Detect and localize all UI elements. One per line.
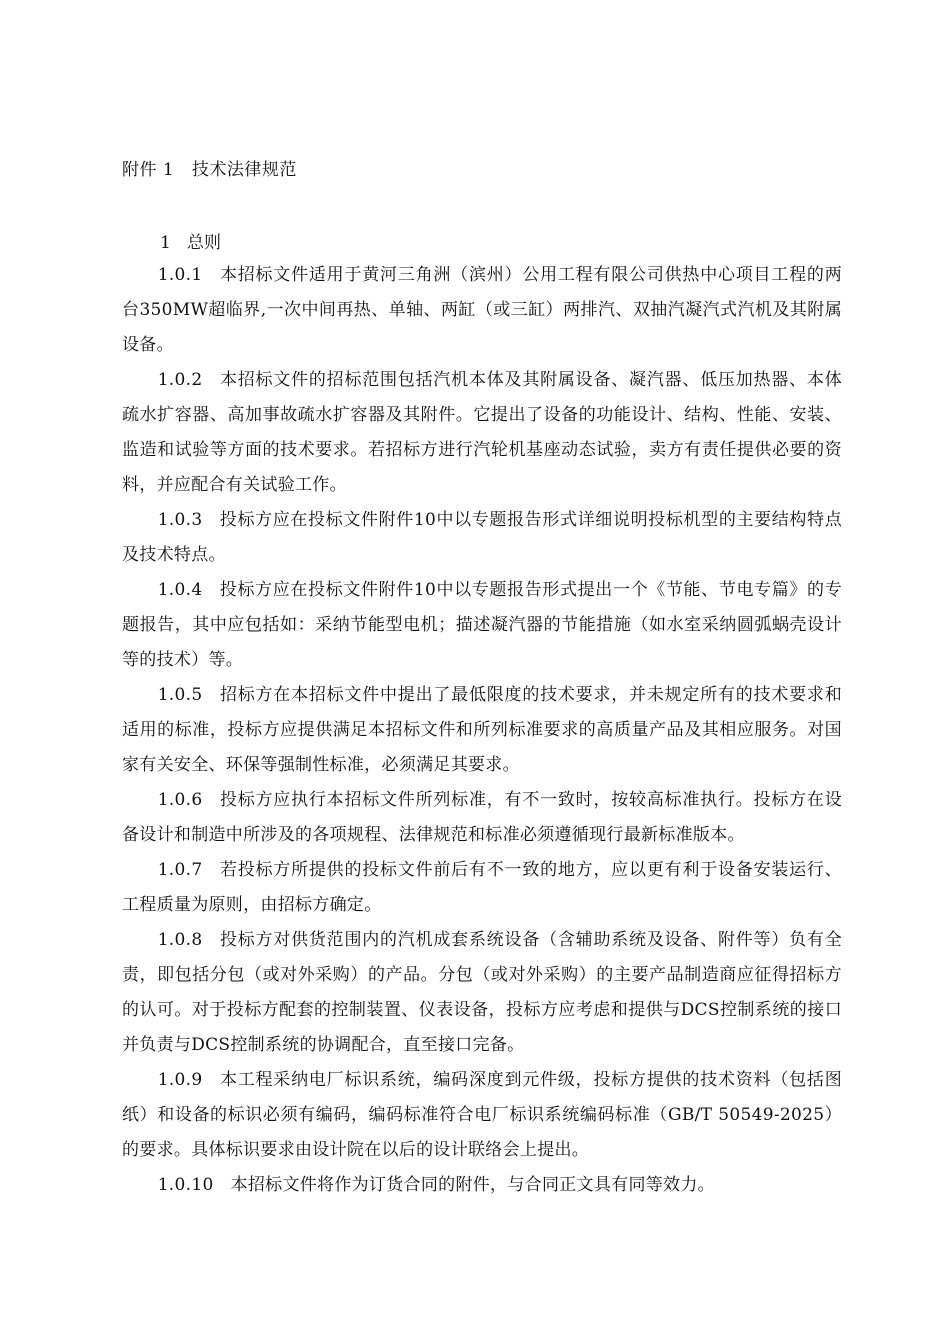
paragraph-text: 投标方应在投标文件附件10中以专题报告形式提出一个《节能、节电专篇》的专题报告，其中应包括如：采纳节能型电机；描述凝汽器的节能措施（如水室采纳圆弧蜗壳设计等的技术）等。 <box>122 580 842 670</box>
paragraph-number: 1.0.6 <box>157 790 203 810</box>
paragraph-text: 招标方在本招标文件中提出了最低限度的技术要求，并未规定所有的技术要求和适用的标准，投标方应提供满足本招标文件和所列标准要求的高质量产品及其相应服务。对国家有关安全、环保等强制性标准，必须满足其要求。 <box>122 685 842 775</box>
paragraph-1-0-10 <box>122 1168 842 1203</box>
paragraph-text: 本招标文件的招标范围包括汽机本体及其附属设备、凝汽器、低压加热器、本体疏水扩容器、高加事故疏水扩容器及其附件。它提出了设备的功能设计、结构、性能、安装、监造和试验等方面的技术要求。若招标方进行汽轮机基座动态试验，卖方有责任提供必要的资料，并应配合有关试验工作。 <box>122 370 842 495</box>
paragraph-1-0-5 <box>122 678 842 783</box>
paragraph-number: 1.0.1 <box>157 265 203 285</box>
paragraph-number: 1.0.2 <box>157 370 203 390</box>
paragraph-text: 投标方应在投标文件附件10中以专题报告形式详细说明投标机型的主要结构特点及技术特点。 <box>122 510 842 565</box>
paragraph-1-0-2 <box>122 363 842 503</box>
paragraph-text: 本招标文件适用于黄河三角洲（滨州）公用工程有限公司供热中心项目工程的两台350MW超临界,一次中间再热、单轴、两缸（或三缸）两排汽、双抽汽凝汽式汽机及其附属设备。 <box>122 265 842 355</box>
document-body <box>122 258 842 1203</box>
paragraph-text: 本工程采纳电厂标识系统，编码深度到元件级，投标方提供的技术资料（包括图纸）和设备的标识必须有编码，编码标准符合电厂标识系统编码标准（GB/T 50549-2025）的要求。具体标识要求由设计院在以后的设计联络会上提出。 <box>122 1070 842 1160</box>
paragraph-number: 1.0.9 <box>157 1070 203 1090</box>
paragraph-1-0-4 <box>122 573 842 678</box>
paragraph-number: 1.0.7 <box>157 860 203 880</box>
paragraph-number: 1.0.8 <box>157 930 203 950</box>
paragraph-number: 1.0.10 <box>157 1175 214 1195</box>
paragraph-1-0-8 <box>122 923 842 1063</box>
paragraph-1-0-1 <box>122 258 842 363</box>
paragraph-1-0-9 <box>122 1063 842 1168</box>
section-heading: 1 总则 <box>160 233 222 253</box>
paragraph-text: 投标方应执行本招标文件所列标准，有不一致时，按较高标准执行。投标方在设备设计和制造中所涉及的各项规程、法律规范和标准必须遵循现行最新标准版本。 <box>122 790 842 845</box>
document-title: 附件 1 技术法律规范 <box>122 160 297 180</box>
paragraph-1-0-7 <box>122 853 842 923</box>
paragraph-text: 投标方对供货范围内的汽机成套系统设备（含辅助系统及设备、附件等）负有全责，即包括分包（或对外采购）的产品。分包（或对外采购）的主要产品制造商应征得招标方的认可。对于投标方配套的控制装置、仪表设备，投标方应考虑和提供与DCS控制系统的接口并负责与DCS控制系统的协调配合，直至接口完备。 <box>122 930 842 1055</box>
paragraph-1-0-3 <box>122 503 842 573</box>
paragraph-text: 若投标方所提供的投标文件前后有不一致的地方，应以更有利于设备安装运行、工程质量为原则，由招标方确定。 <box>122 860 842 915</box>
paragraph-1-0-6 <box>122 783 842 853</box>
paragraph-number: 1.0.3 <box>157 510 203 530</box>
paragraph-text: 本招标文件将作为订货合同的附件，与合同正文具有同等效力。 <box>230 1175 715 1195</box>
paragraph-number: 1.0.5 <box>157 685 203 705</box>
paragraph-number: 1.0.4 <box>157 580 203 600</box>
